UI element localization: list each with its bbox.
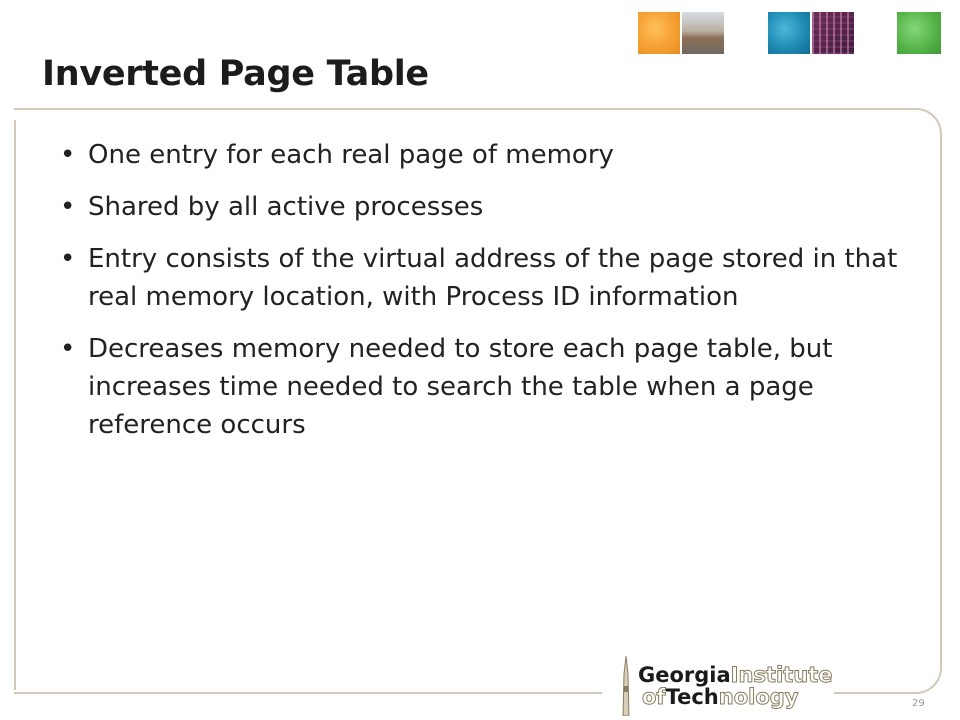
slide-title: Inverted Page Table (42, 54, 429, 94)
bullet-item (60, 240, 920, 316)
logo-georgia: Georgia (638, 663, 731, 687)
bullet-text: One entry for each real page of memory (88, 140, 614, 170)
blue-tile (768, 12, 810, 54)
bullet-marker: • (60, 244, 76, 274)
bullet-marker: • (60, 192, 76, 222)
campus-photo-tile (682, 12, 724, 54)
logo-institute: Institute (730, 663, 833, 687)
logo-wordmark (638, 664, 832, 708)
bullet-marker: • (60, 140, 76, 170)
content-frame-left-edge (14, 120, 16, 690)
tech-tower-icon (619, 656, 633, 716)
circuit-photo-tile (812, 12, 854, 54)
orange-tile (638, 12, 680, 54)
logo-nology: nology (718, 685, 799, 709)
green-tile (897, 12, 941, 54)
bullet-text: Shared by all active processes (88, 192, 484, 222)
bullet-item (60, 330, 920, 444)
bullet-list (60, 136, 920, 458)
bullet-text: Decreases memory needed to store each page table, but increases time needed to search the table when a page reference occurs (88, 334, 833, 440)
bullet-text: Entry consists of the virtual address of the page stored in that real memory location, with Process ID information (88, 244, 898, 312)
bullet-marker: • (60, 334, 76, 364)
logo-of: of (642, 685, 666, 709)
bullet-item (60, 136, 920, 174)
page-number: 29 (912, 698, 925, 709)
bullet-item (60, 188, 920, 226)
logo-tech: Tech (665, 685, 719, 709)
